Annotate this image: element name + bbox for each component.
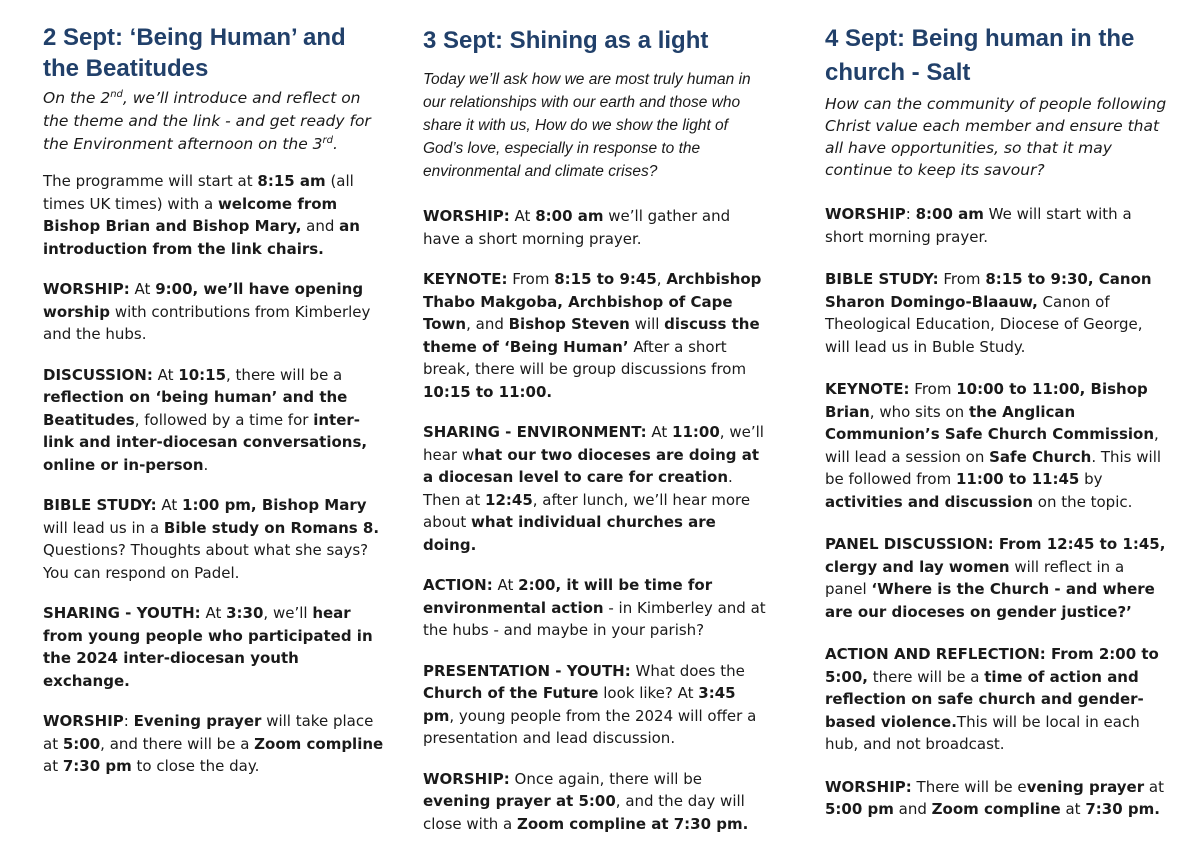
worship-morning: WORSHIP: At 8:00 am we’ll gather and have a short morning prayer. (423, 207, 731, 248)
action-item: ACTION: At 2:00, it will be time for environmental action - in Kimberley and at the hubs - and maybe in your parish? (423, 576, 766, 639)
day-intro-4-sept: How can the community of people following Christ value each member and ensure that all have opportunities, so that it may continue to keep its savour? (825, 95, 1167, 179)
column-2-sept (43, 22, 385, 778)
action-reflection-item: ACTION AND REFLECTION: From 2:00 to 5:00, there will be a time of action and reflection on safe church and gender-based violence.This will be local in each hub, and not broadcast. (825, 645, 1159, 753)
bible-study-item: BIBLE STUDY: From 8:15 to 9:30, Canon Sharon Domingo-Blaauw, Canon of Theological Education, Diocese of George, will lead us in Buble Study. (825, 270, 1152, 356)
keynote-item: KEYNOTE: From 8:15 to 9:45, Archbishop Thabo Makgoba, Archbishop of Cape Town, and Bishop Steven will discuss the theme of ‘Being Human’ After a short break, there will be group discussions from 10:15 to 11:00. (423, 270, 762, 401)
day-title-3-sept: 3 Sept: Shining as a light (423, 27, 709, 54)
column-4-sept (825, 22, 1170, 821)
panel-discussion-item: PANEL DISCUSSION: From 12:45 to 1:45, clergy and lay women will reflect in a panel ‘Where is the Church - and where are our dioceses on gender justice?’ (825, 535, 1166, 621)
sharing-environment-item: SHARING - ENVIRONMENT: At 11:00, we’ll hear what our two dioceses are doing at a diocesan level to care for creation. Then at 12:45, after lunch, we’ll hear more about what individual churches are doing. (423, 423, 764, 554)
worship-opening: WORSHIP: At 9:00, we’ll have opening worship with contributions from Kimberley and the hubs. (43, 280, 371, 343)
worship-evening: WORSHIP: Evening prayer will take place at 5:00, and there will be a Zoom compline at 7:30 pm to close the day. (43, 712, 384, 775)
presentation-youth-item: PRESENTATION - YOUTH: What does the Church of the Future look like? At 3:45 pm, young people from the 2024 will offer a presentation and lead discussion. (423, 661, 757, 747)
worship-evening: WORSHIP: Once again, there will be evening prayer at 5:00, and the day will close with a Zoom compline at 7:30 pm. (423, 769, 749, 833)
programme-start: The programme will start at 8:15 am (all times UK times) with a welcome from Bishop Brian and Bishop Mary, and an introduction from the link chairs. (43, 172, 360, 258)
worship-evening: WORSHIP: There will be evening prayer at 5:00 pm and Zoom compline at 7:30 pm. (825, 777, 1164, 818)
worship-morning: WORSHIP: 8:00 am We will start with a short morning prayer. (825, 205, 1132, 246)
day-intro-3-sept: Today we’ll ask how we are most truly human in our relationships with our earth and those who share it with us, How do we show the light of God’s love, especially in response to the environmental and climate crises? (423, 71, 751, 180)
day-intro-2-sept: On the 2nd, we’ll introduce and reflect on the theme and the link - and get ready for the Environment afternoon on the 3rd. (43, 88, 371, 153)
discussion-item: DISCUSSION: At 10:15, there will be a reflection on ‘being human’ and the Beatitudes, followed by a time for inter-link and inter-diocesan conversations, online or in-person. (43, 365, 368, 474)
bible-study-item: BIBLE STUDY: At 1:00 pm, Bishop Mary will lead us in a Bible study on Romans 8. Questions? Thoughts about what she says? You can respond on Padel. (43, 496, 380, 582)
day-title-2-sept: 2 Sept: ‘Being Human’ and the Beatitudes (43, 24, 346, 82)
day-title-4-sept: 4 Sept: Being human in the church - Salt (825, 25, 1135, 86)
column-3-sept (423, 22, 768, 835)
sharing-youth-item: SHARING - YOUTH: At 3:30, we’ll hear from young people who participated in the 2024 inter-diocesan youth exchange. (43, 604, 373, 690)
keynote-item: KEYNOTE: From 10:00 to 11:00, Bishop Brian, who sits on the Anglican Communion’s Safe Church Commission, will lead a session on Safe Church. This will be followed from 11:00 to 11:45 by activities and discussion on the topic. (825, 380, 1162, 511)
